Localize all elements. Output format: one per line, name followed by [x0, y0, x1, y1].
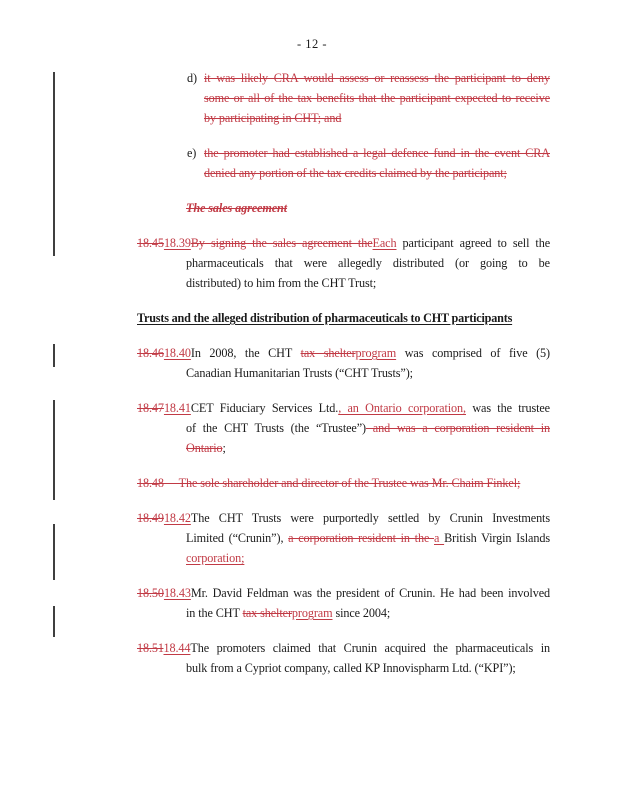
text-run: ; [222, 441, 226, 455]
inserted-text-run: a [434, 531, 445, 545]
text-run: since 2004; [332, 606, 391, 620]
deleted-text-run: 18.48 The sole shareholder and director of the Trustee was Mr. Chaim Finkel; [137, 476, 521, 490]
deleted-text-run: 18.50 [137, 586, 164, 600]
paragraph-18-39 [137, 233, 550, 293]
deleted-text-run: 18.49 [137, 511, 164, 525]
deleted-text-run: Ontario [186, 441, 223, 455]
inserted-text-run: Each [372, 236, 397, 250]
deleted-text-run: 18.51 [137, 641, 164, 655]
deleted-paragraph-18-48 [137, 473, 550, 493]
inserted-text-run: 18.42 [163, 511, 191, 525]
paragraph-18-41 [137, 398, 550, 458]
paragraph-18-43 [137, 583, 550, 623]
deleted-subheading-sales-agreement [137, 198, 550, 218]
text-line [186, 253, 550, 273]
deleted-text-run: By signing the sales agreement the [190, 236, 373, 250]
page-number: - 12 - [296, 37, 328, 51]
deleted-text-run: a corporation resident in the [288, 531, 435, 545]
text-run: In 2008, the CHT [190, 346, 301, 360]
text-line [186, 528, 550, 548]
change-bar [53, 606, 55, 637]
deleted-text-run: some or all of the tax benefits that the participant expected to receive [204, 91, 550, 105]
deleted-text-run: tax shelter [242, 606, 292, 620]
section-heading-trusts [137, 308, 550, 328]
deleted-text-run: The sales agreement [186, 201, 288, 215]
inserted-text-run: , an Ontario corporation, [338, 401, 466, 415]
change-bar [53, 400, 55, 500]
text-line [137, 508, 550, 528]
text-run: distributed) to him from the CHT Trust; [186, 276, 377, 290]
text-run: pharmaceuticals that were allegedly distributed (or going to be [186, 256, 550, 270]
text-line [137, 308, 550, 328]
text-run: The promoters claimed that Crunin acquired the pharmaceuticals in [190, 641, 550, 655]
deleted-text-run: 18.45 [137, 236, 164, 250]
text-line [137, 473, 550, 493]
document-body [137, 68, 550, 693]
text-run: participant agreed to sell the [396, 236, 550, 250]
text-line [187, 143, 550, 163]
text-run: Mr. David Feldman was the president of Crunin. He had been involved [190, 586, 550, 600]
deleted-text-run: it was likely CRA would assess or reassess the participant to deny [204, 71, 550, 85]
text-line [204, 88, 550, 108]
deleted-text-run: 18.47 [137, 401, 164, 415]
text-line [186, 198, 550, 218]
deleted-text-run: tax shelter [300, 346, 356, 360]
text-line [137, 398, 550, 418]
text-run: Limited (“Crunin”), [186, 531, 289, 545]
text-line [137, 583, 550, 603]
text-run: Trusts and the alleged distribution of pharmaceuticals to CHT participants [137, 311, 513, 325]
text-line [186, 363, 550, 383]
deleted-list-item-e [137, 143, 550, 183]
paragraph-18-40 [137, 343, 550, 383]
deleted-text-run: denied any portion of the tax credits claimed by the participant; [204, 166, 507, 180]
text-line [137, 233, 550, 253]
text-line [186, 548, 550, 568]
text-run: Canadian Humanitarian Trusts (“CHT Trusts”); [186, 366, 413, 380]
text-line [186, 438, 550, 458]
deleted-text-run: the promoter had established a legal defence fund in the event CRA [204, 146, 550, 160]
deleted-list-item-d [137, 68, 550, 128]
inserted-text-run: program [355, 346, 397, 360]
text-run: bulk from a Cypriot company, called KP Innovispharm Ltd. (“KPI”); [186, 661, 516, 675]
text-run: The CHT Trusts were purportedly settled by Crunin Investments [190, 511, 550, 525]
inserted-text-run: 18.43 [163, 586, 191, 600]
deleted-text-run: by participating in CHT; and [204, 111, 342, 125]
text-run: CET Fiduciary Services Ltd. [190, 401, 339, 415]
text-run: of the CHT Trusts (the “Trustee”) [186, 421, 366, 435]
change-bar [53, 344, 55, 367]
text-line [186, 658, 550, 678]
inserted-text-run: 18.44 [163, 641, 191, 655]
text-line [137, 343, 550, 363]
inserted-text-run: 18.41 [163, 401, 191, 415]
text-line [204, 163, 550, 183]
list-label: e) [187, 146, 197, 160]
paragraph-18-44 [137, 638, 550, 678]
text-line [186, 603, 550, 623]
text-run: British Virgin Islands [444, 531, 550, 545]
inserted-text-run: 18.40 [163, 346, 191, 360]
deleted-text-run: and was a corporation resident in [366, 421, 550, 435]
deleted-text-run: 18.46 [137, 346, 164, 360]
text-line [137, 638, 550, 658]
inserted-text-run: corporation; [186, 551, 245, 565]
change-bar [53, 72, 55, 256]
text-run: in the CHT [186, 606, 243, 620]
inserted-text-run: 18.39 [163, 236, 191, 250]
text-run: was comprised of five (5) [396, 346, 551, 360]
paragraph-18-42 [137, 508, 550, 568]
text-line [186, 273, 550, 293]
text-run: was the trustee [466, 401, 550, 415]
text-line [187, 68, 550, 88]
list-label: d) [187, 71, 197, 85]
text-line [204, 108, 550, 128]
change-bar [53, 524, 55, 580]
inserted-text-run: program [291, 606, 333, 620]
text-line [186, 418, 550, 438]
